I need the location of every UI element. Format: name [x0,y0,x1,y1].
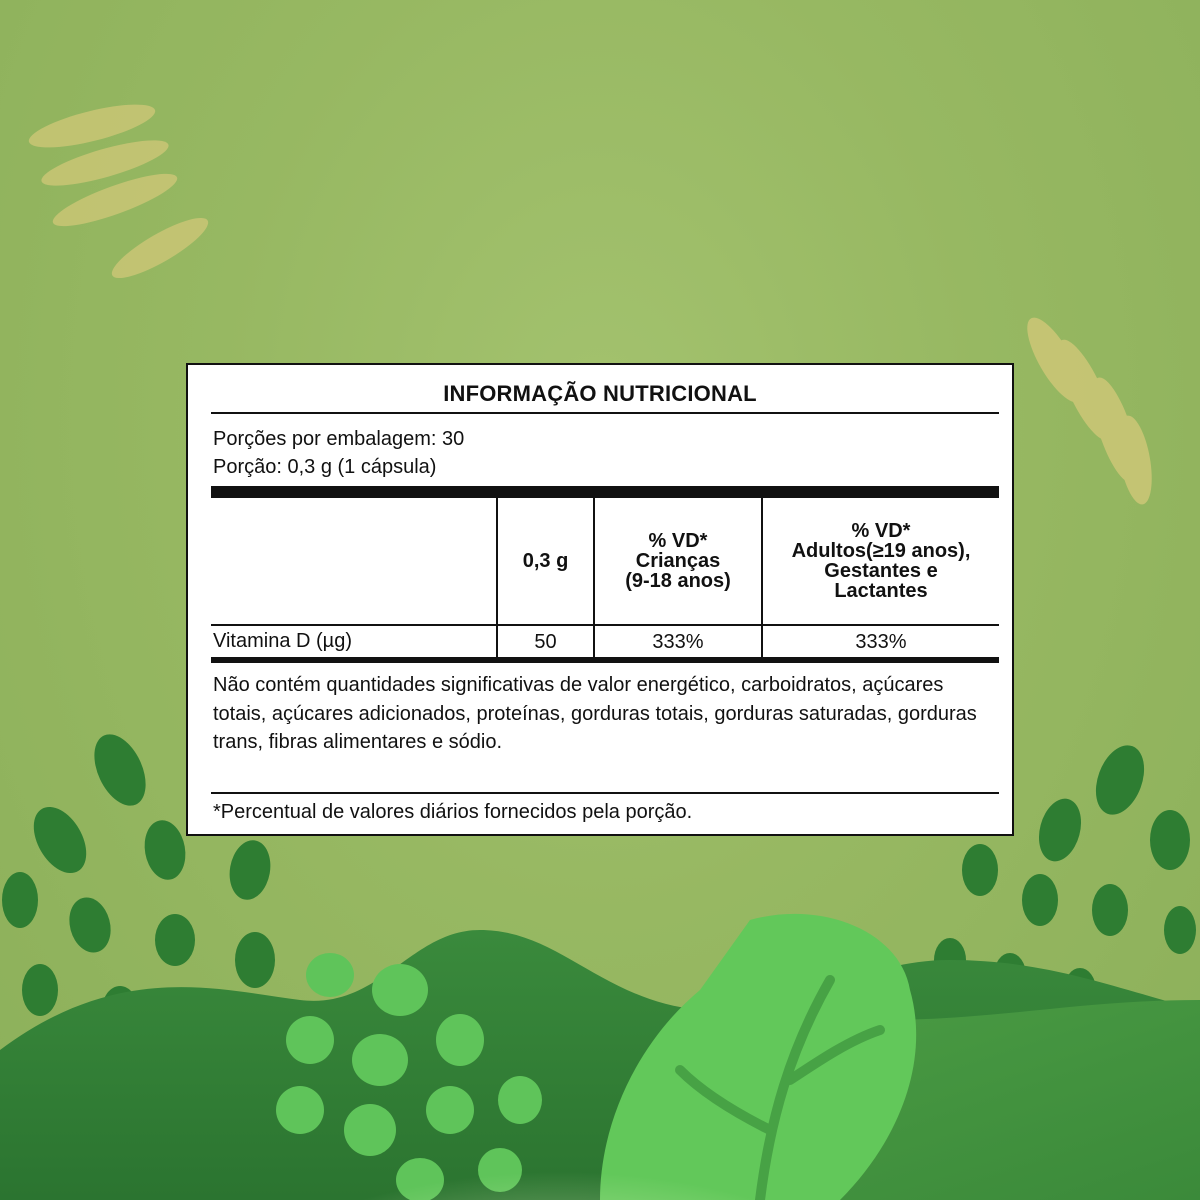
serving-size: Porção: 0,3 g (1 cápsula) [213,456,437,478]
header-children-dv [595,498,761,624]
table-row-children-dv: 333% [652,631,704,653]
footnote: *Percentual de valores diários fornecidos pela porção. [213,801,693,823]
pale-strokes-top-left [25,96,214,288]
header-adults-line-2: Adultos(≥19 anos), [791,540,971,562]
header-children-line-2: Crianças [635,550,721,572]
footnote-rule [211,792,999,794]
pale-strokes-right [1017,310,1157,506]
header-children-line-1: % VD* [648,530,708,552]
table-row-nutrient: Vitamina D (µg) [213,630,352,652]
label-title: INFORMAÇÃO NUTRICIONAL [443,381,757,406]
thick-rule-top [211,486,999,498]
title-rule [211,412,999,414]
header-amount-text: 0,3 g [522,550,569,572]
header-amount [498,498,593,624]
header-adults-line-4: Lactantes [834,580,928,602]
header-adults-line-1: % VD* [851,520,911,542]
table-row-adults-dv: 333% [855,631,907,653]
thick-rule-bottom [211,657,999,663]
table-row-amount: 50 [534,631,557,653]
header-adults-line-3: Gestantes e [824,560,938,582]
header-adults-dv [763,498,999,624]
header-children-line-3: (9-18 anos) [625,570,731,592]
servings-per-package: Porções por embalagem: 30 [213,428,465,450]
nutrition-facts-label [186,363,1014,836]
not-significant-notes: Não contém quantidades significativas de valor energético, carboidratos, açúcares totais, açúcares adicionados, proteínas, gorduras totais, gorduras saturadas, gorduras trans, fibras alimentares e sódio. [213,674,977,753]
